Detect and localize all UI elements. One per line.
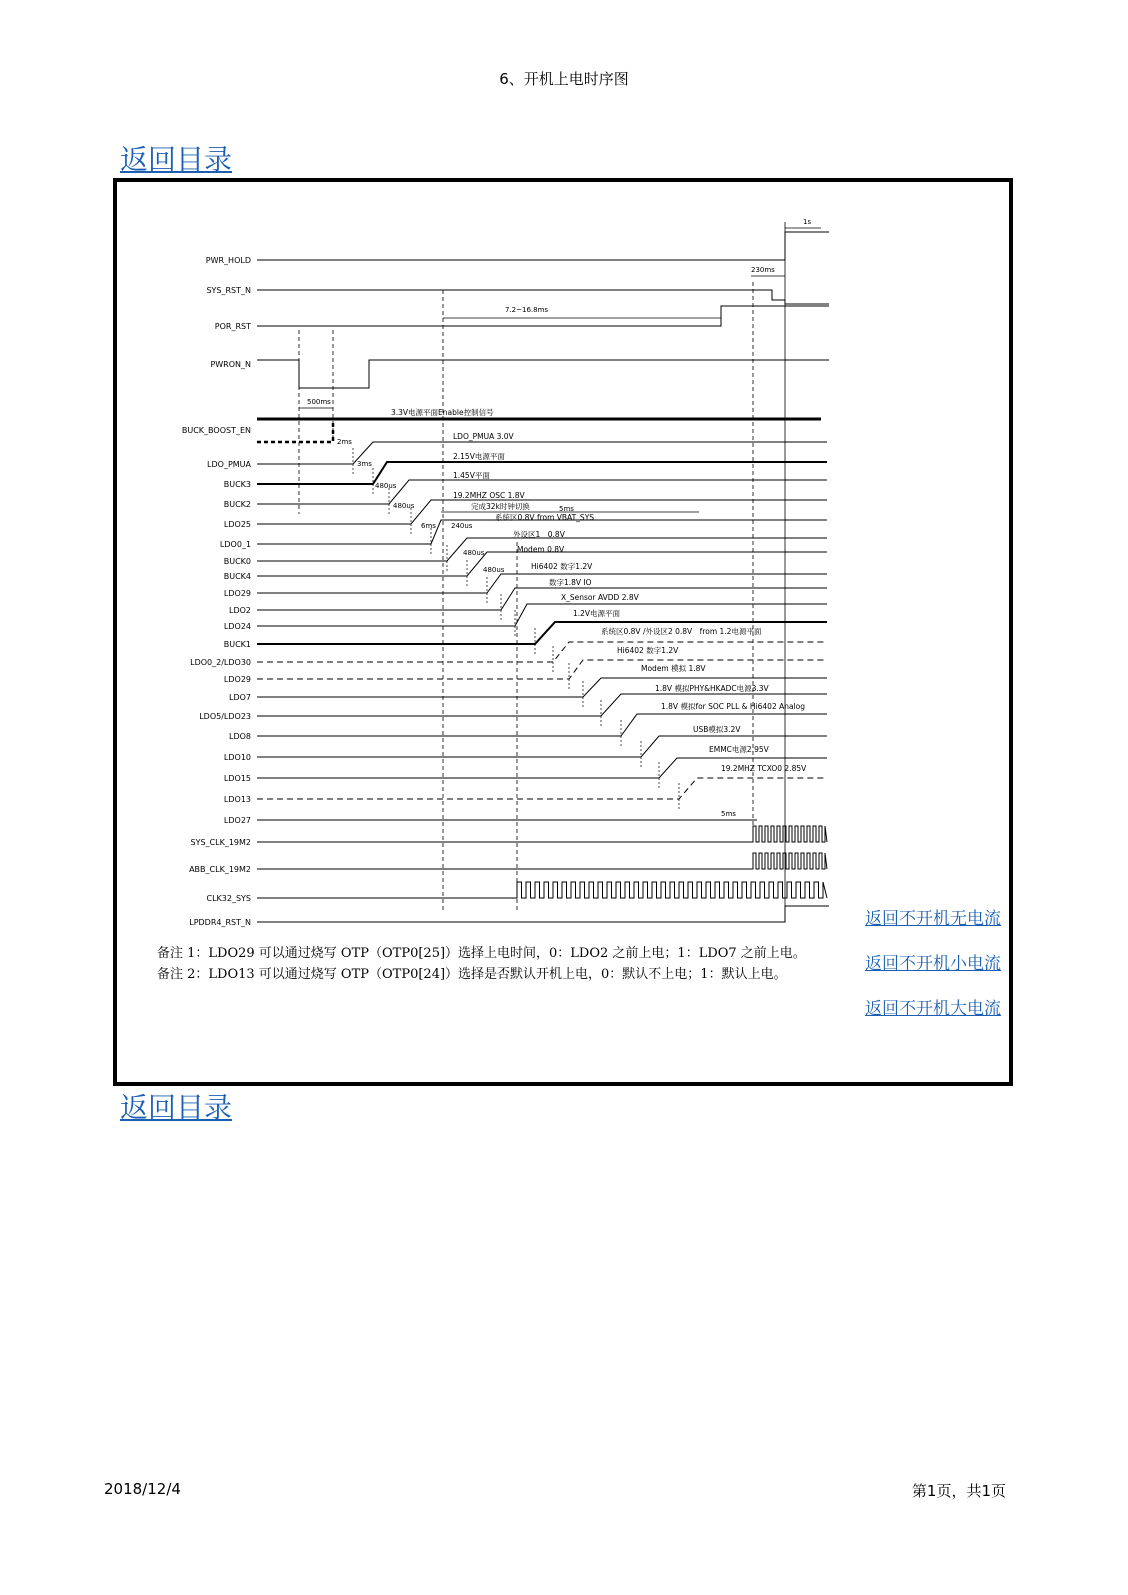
rail-label-8: 外设区1 0.8V [513, 530, 565, 539]
signal-label-8: BUCK2 [223, 500, 251, 509]
signal-label-15: LDO24 [223, 622, 251, 631]
timing-label-t-500ms: 500ms [307, 398, 331, 406]
timing-label-t-7-2: 7.2~16.8ms [505, 306, 549, 314]
signal-label-11: BUCK0 [223, 557, 251, 566]
timing-label-t-6ms: 6ms [421, 522, 436, 530]
back-to-large-current-link[interactable]: 返回不开机大电流 [865, 999, 1001, 1019]
signal-label-6: LDO_PMUA [207, 460, 251, 469]
signal-label-23: LDO15 [223, 774, 251, 783]
signal-label-3: POR_RST [214, 322, 251, 331]
signal-label-26: SYS_CLK_19M2 [190, 838, 251, 847]
signal-label-25: LDO27 [223, 816, 251, 825]
footer-page-number: 第1页，共1页 [911, 1482, 1006, 1500]
signal-label-27: ABB_CLK_19M2 [189, 865, 251, 874]
signal-label-28: CLK32_SYS [206, 894, 251, 903]
clk32-sys-waveform [257, 882, 827, 898]
sys-rst-n-waveform [257, 290, 829, 304]
rail-label-2: LDO_PMUA 3.0V [453, 432, 514, 441]
note-2: 备注 2：LDO13 可以通过烧写 OTP（OTP0[24]）选择是否默认开机上电，0：默认不上电；1：默认上电。 [157, 967, 787, 982]
signal-label-12: BUCK4 [223, 572, 251, 581]
rail-label-17: 1.8V 模拟PHY&HKADC电源3.3V [655, 684, 769, 693]
rail-label-14: 系统区0.8V /外设区2 0.8V from 1.2电源平面 [601, 627, 762, 636]
back-to-toc-link-top[interactable]: 返回目录 [120, 143, 233, 176]
sys-clk-19m2-waveform [257, 826, 827, 842]
rail-waveform-buck3-1 [257, 462, 827, 484]
rail-waveform-ldo29-7 [257, 574, 827, 593]
signal-label-5: BUCK_BOOST_EN [181, 426, 251, 435]
pwr-hold-waveform [257, 232, 829, 260]
signal-label-4: PWRON_N [210, 360, 251, 369]
rail-label-20: EMMC电源2.95V [709, 745, 769, 754]
signal-label-10: LDO0_1 [219, 540, 251, 549]
signal-label-17: LDO0_2/LDO30 [190, 658, 251, 667]
signal-label-9: LDO25 [223, 520, 251, 529]
signal-label-29: LPDDR4_RST_N [189, 918, 251, 927]
timing-label-t-480us-c: 480us [463, 549, 485, 557]
timing-diagram-frame [113, 178, 1013, 1086]
back-to-no-current-link[interactable]: 返回不开机无电流 [865, 909, 1001, 929]
rail-waveform-ldo2-8 [257, 588, 827, 610]
timing-label-t-230ms: 230ms [751, 266, 775, 274]
timing-label-t-480us-d: 480us [483, 566, 505, 574]
buck-boost-en-waveform [257, 419, 333, 442]
timing-label-t-480us-a: 480us [375, 482, 397, 490]
signal-label-13: LDO29 [223, 589, 251, 598]
timing-label-t-5ms-a: 5ms [559, 505, 574, 513]
rail-label-12: X_Sensor AVDD 2.8V [561, 593, 639, 602]
signal-label-14: LDO2 [228, 606, 251, 615]
rail-label-1: 3.3V电源平面Enable控制信号 [391, 408, 494, 417]
rail-waveform-ldo29-12 [257, 660, 827, 679]
back-to-small-current-link[interactable]: 返回不开机小电流 [865, 954, 1001, 974]
rail-label-11: 数字1.8V IO [549, 578, 592, 587]
rail-label-7: 系统区0.8V from VBAT_SYS [495, 513, 595, 522]
signal-label-7: BUCK3 [223, 480, 251, 489]
rail-label-4: 1.45V平面 [453, 471, 490, 480]
rail-label-9: Modem 0.8V [517, 545, 565, 554]
signal-label-20: LDO5/LDO23 [199, 712, 251, 721]
timing-label-t-3ms: 3ms [357, 460, 372, 468]
signal-label-19: LDO7 [228, 693, 251, 702]
rail-label-21: 19.2MHZ TCXO0 2.85V [721, 764, 807, 773]
note-1: 备注 1：LDO29 可以通过烧写 OTP（OTP0[25]）选择上电时间，0：LDO2 之前上电；1：LDO7 之前上电。 [157, 946, 806, 961]
timing-label-t-1s: 1s [803, 218, 812, 226]
back-to-toc-link-bottom[interactable]: 返回目录 [120, 1091, 233, 1124]
signal-label-18: LDO29 [223, 675, 251, 684]
rail-label-10: Hi6402 数字1.2V [531, 562, 593, 571]
abb-clk-19m2-waveform [257, 853, 827, 869]
timing-label-t-5ms-b: 5ms [721, 810, 736, 818]
timing-label-t-2ms: 2ms [337, 438, 352, 446]
pwron-n-waveform [257, 360, 829, 388]
lpddr4-rst-n-waveform [257, 906, 829, 922]
footer-date: 2018/12/4 [104, 1480, 181, 1498]
timing-label-t-480us-b: 480us [393, 502, 415, 510]
signal-label-1: PWR_HOLD [205, 256, 251, 265]
page-title: 6、开机上电时序图 [499, 70, 629, 88]
signal-label-16: BUCK1 [223, 640, 251, 649]
rail-label-15: Hi6402 数字1.2V [617, 646, 679, 655]
rail-label-16: Modem 模拟 1.8V [641, 664, 706, 673]
rail-label-5: 19.2MHZ OSC 1.8V [453, 491, 525, 500]
signal-label-24: LDO13 [223, 795, 251, 804]
rail-label-13: 1.2V电源平面 [573, 609, 621, 618]
rail-waveform-ldo13-18 [257, 778, 827, 799]
signal-label-21: LDO8 [228, 732, 251, 741]
rail-label-3: 2.15V电源平面 [453, 452, 505, 461]
signal-label-22: LDO10 [223, 753, 251, 762]
rail-label-19: USB模拟3.2V [693, 725, 741, 734]
rail-waveform-ldo8-15 [257, 714, 827, 736]
signal-label-2: SYS_RST_N [206, 286, 251, 295]
rail-label-6: 完成32k时钟切换 [471, 502, 530, 511]
timing-label-t-240us: 240us [451, 522, 473, 530]
rail-label-18: 1.8V 模拟for SOC PLL & Hi6402 Analog [661, 702, 806, 711]
